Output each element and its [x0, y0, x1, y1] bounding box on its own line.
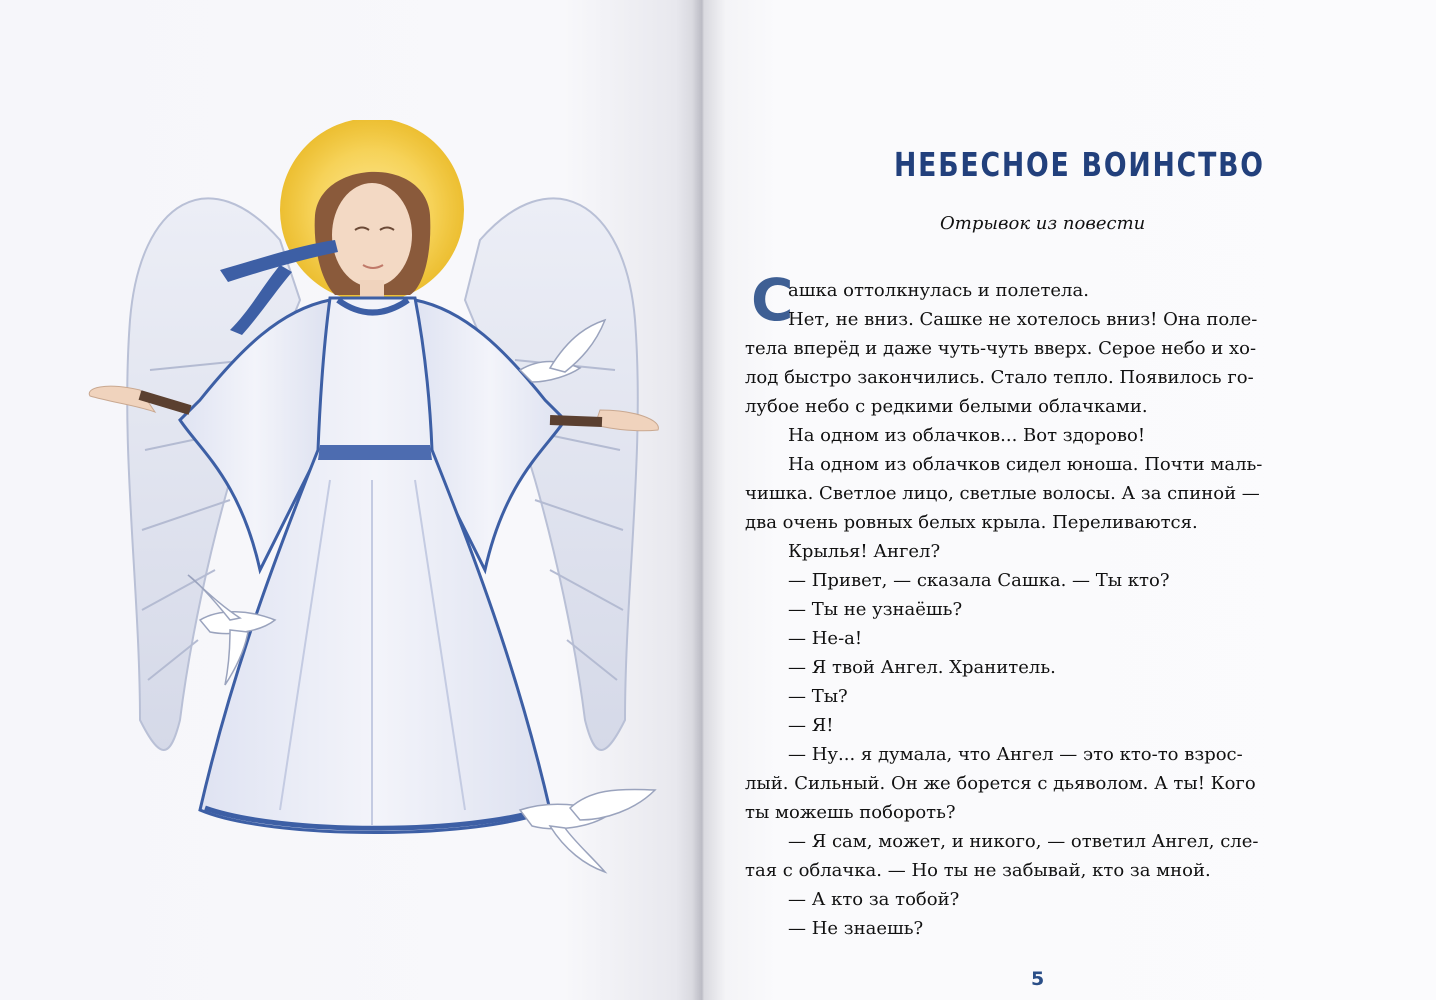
- text-line: ты можешь побороть?: [745, 802, 956, 823]
- right-page: [704, 0, 1436, 1000]
- chapter-title: НЕБЕСНОЕ ВОИНСТВО: [894, 145, 1265, 184]
- text-line: тела вперёд и даже чуть-чуть вверх. Серое небо и хо-: [745, 338, 1257, 359]
- text-line: — Я сам, может, и никого, — ответил Ангел, сле-: [788, 831, 1259, 852]
- face: [332, 183, 412, 287]
- text-line: На одном из облачков... Вот здорово!: [788, 425, 1146, 446]
- text-line: На одном из облачков сидел юноша. Почти маль-: [788, 454, 1263, 475]
- text-line: — Не-а!: [788, 628, 863, 649]
- text-line: тая с облачка. — Но ты не забывай, кто за мной.: [745, 860, 1211, 881]
- text-line: ашка оттолкнулась и полетела.: [788, 280, 1089, 301]
- text-line: — Не знаешь?: [788, 918, 924, 939]
- text-line: два очень ровных белых крыла. Переливаются.: [745, 512, 1198, 533]
- text-line: Крылья! Ангел?: [788, 541, 941, 562]
- text-line: — Я!: [788, 715, 834, 736]
- drop-cap: С: [751, 266, 794, 334]
- text-line: — Ты?: [788, 686, 848, 707]
- text-line: лый. Сильный. Он же борется с дьяволом. А ты! Кого: [745, 773, 1256, 794]
- text-line: Нет, не вниз. Сашке не хотелось вниз! Она поле-: [788, 309, 1258, 330]
- text-line: чишка. Светлое лицо, светлые волосы. А за спиной —: [745, 483, 1260, 504]
- chapter-subtitle: Отрывок из повести: [940, 213, 1146, 234]
- text-line: — Я твой Ангел. Хранитель.: [788, 657, 1056, 678]
- text-line: — А кто за тобой?: [788, 889, 960, 910]
- text-line: — Ты не узнаёшь?: [788, 599, 963, 620]
- text-line: — Привет, — сказала Сашка. — Ты кто?: [788, 570, 1170, 591]
- text-line: лод быстро закончились. Стало тепло. Появилось го-: [745, 367, 1254, 388]
- left-page: [0, 0, 704, 1000]
- text-line: лубое небо с редкими белыми облачками.: [745, 396, 1148, 417]
- story-text: [745, 276, 1263, 943]
- text-line: — Ну... я думала, что Ангел — это кто-то взрос-: [788, 744, 1243, 765]
- belt: [318, 445, 432, 460]
- page-number: 5: [1031, 968, 1045, 990]
- angel-illustration: [80, 120, 680, 890]
